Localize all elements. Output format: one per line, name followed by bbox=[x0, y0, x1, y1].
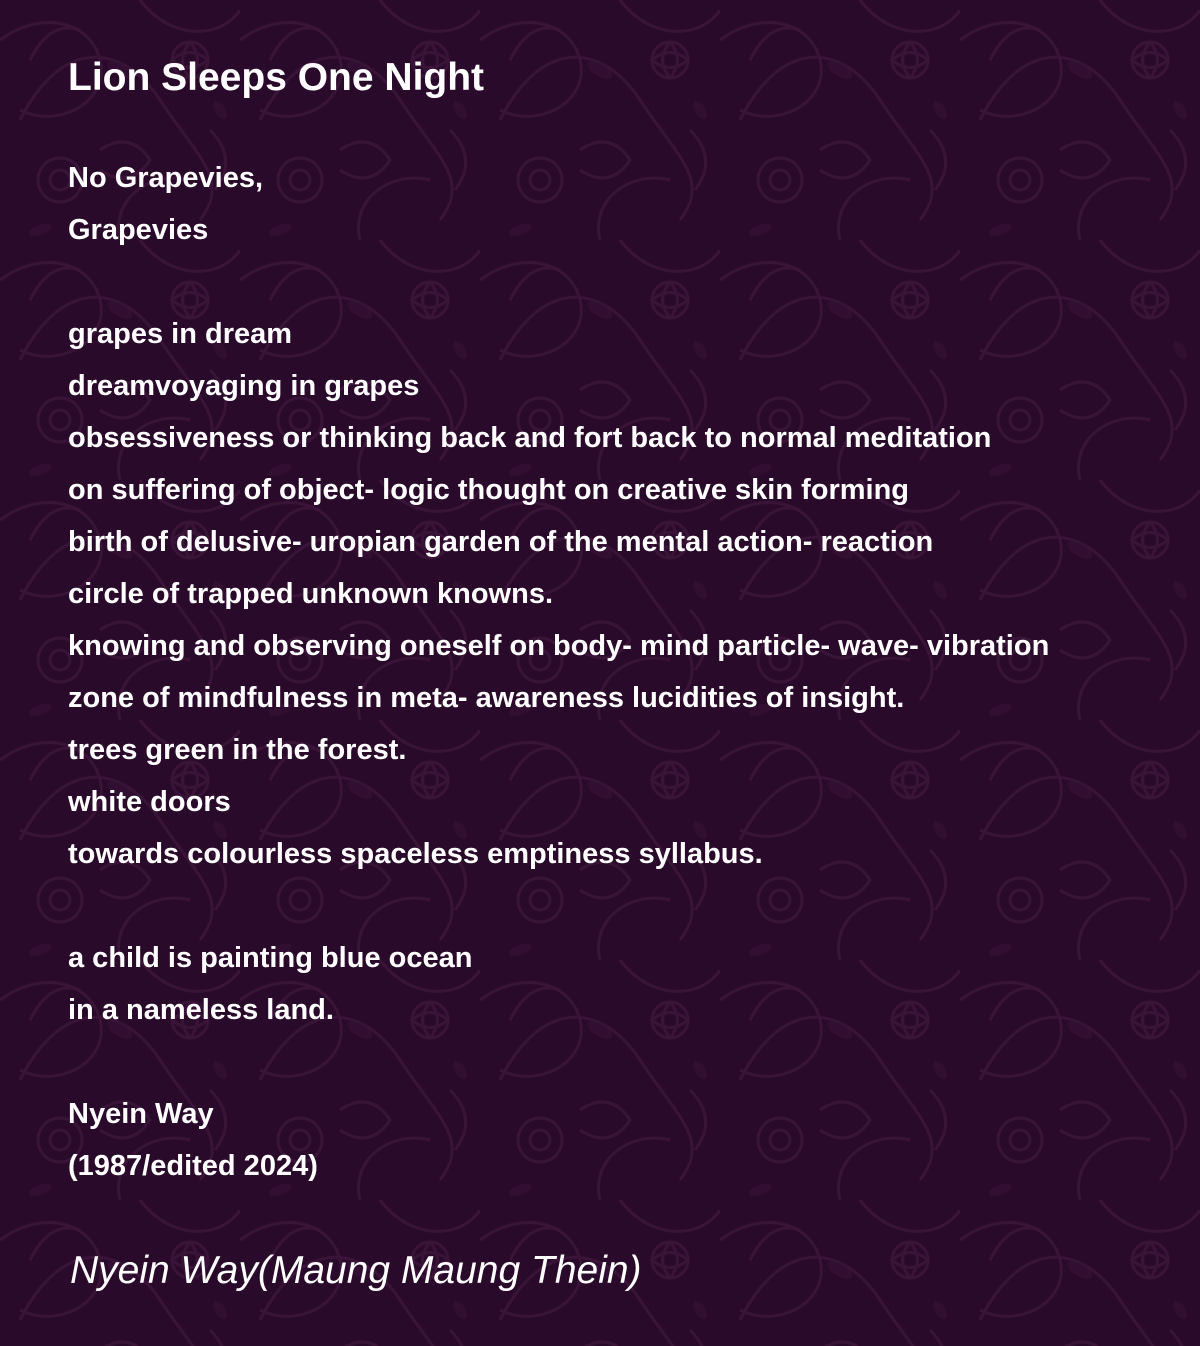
poem-line: trees green in the forest. bbox=[68, 734, 407, 766]
poem-line-blank bbox=[68, 256, 1188, 308]
poem-title: Lion Sleeps One Night bbox=[68, 56, 485, 99]
poem-line: No Grapevies, bbox=[68, 162, 264, 194]
poem-line: on suffering of object- logic thought on creative skin forming bbox=[68, 474, 910, 506]
poem-line: dreamvoyaging in grapes bbox=[68, 370, 420, 402]
poem-line-blank bbox=[68, 1036, 1188, 1088]
poem-line: towards colourless spaceless emptiness syllabus. bbox=[68, 838, 763, 870]
poem-line: a child is painting blue ocean bbox=[68, 942, 473, 974]
poem-body bbox=[68, 152, 1188, 1192]
poem-line-blank bbox=[68, 880, 1188, 932]
poem-line: knowing and observing oneself on body- mind particle- wave- vibration bbox=[68, 630, 1050, 662]
poem-line: Grapevies bbox=[68, 214, 209, 246]
poem-line: in a nameless land. bbox=[68, 994, 334, 1026]
poem-line: birth of delusive- uropian garden of the mental action- reaction bbox=[68, 526, 934, 558]
poem-line: obsessiveness or thinking back and fort back to normal meditation bbox=[68, 422, 992, 454]
poem-line: grapes in dream bbox=[68, 318, 293, 350]
poem-signature-name: Nyein Way bbox=[68, 1098, 214, 1130]
poem-line: white doors bbox=[68, 786, 231, 818]
poem-line: zone of mindfulness in meta- awareness lucidities of insight. bbox=[68, 682, 905, 714]
poem-author: Nyein Way(Maung Maung Thein) bbox=[70, 1249, 642, 1292]
poem-signature-date: (1987/edited 2024) bbox=[68, 1150, 318, 1182]
poem-line: circle of trapped unknown knowns. bbox=[68, 578, 553, 610]
